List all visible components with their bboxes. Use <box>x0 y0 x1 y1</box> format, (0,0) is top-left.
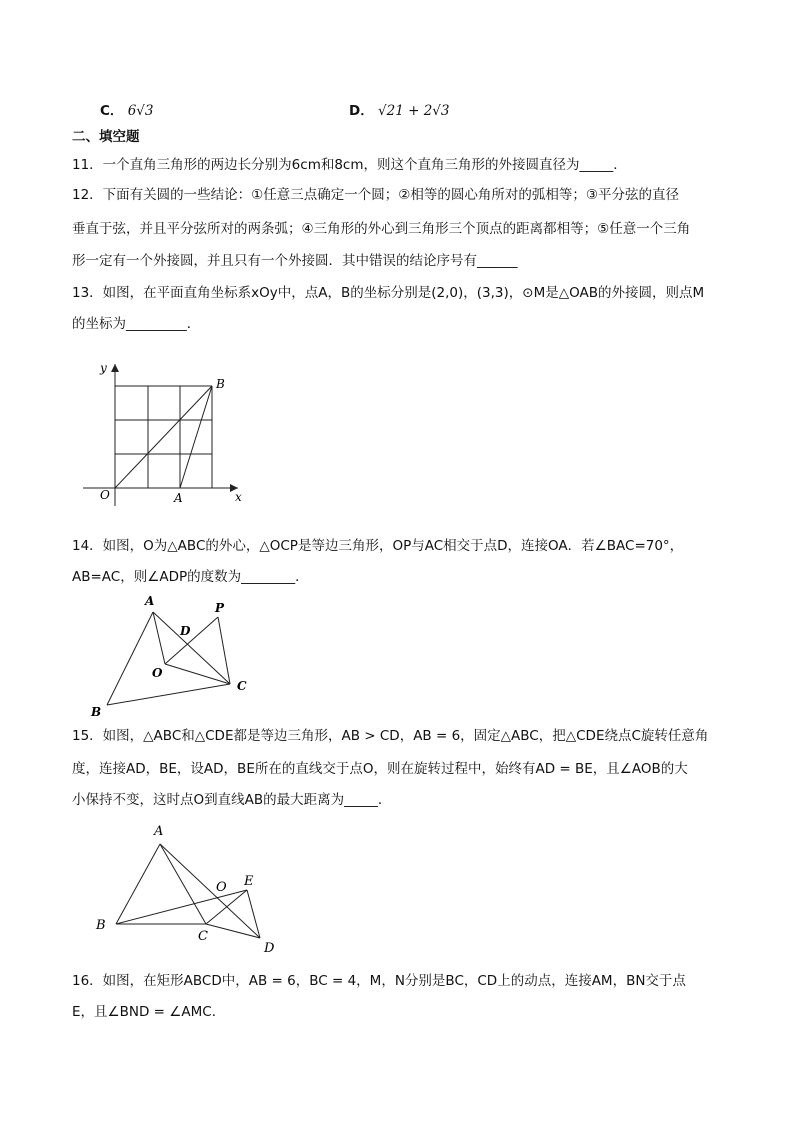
question-15-line-1: 15．如图，△ABC和△CDE都是等边三角形，AB > CD，AB = 6，固定△ABC，把△CDE绕点C旋转任意角 <box>72 728 709 744</box>
section-title: 二、填空题 <box>72 129 140 145</box>
label-y: y <box>100 361 107 375</box>
option-d-label: D． <box>349 103 374 119</box>
question-14-line-2: AB=AC，则∠ADP的度数为________． <box>72 569 309 585</box>
segment-ab <box>107 612 153 705</box>
segment-op <box>165 617 218 664</box>
label-o: O <box>100 488 110 502</box>
question-11: 11．一个直角三角形的两边长分别为6cm和8cm，则这个直角三角形的外接圆直径为_____． <box>72 157 627 173</box>
question-15-line-2: 度，连接AD，BE，设AD，BE所在的直线交于点O，则在旋转过程中，始终有AD = BE，且∠AOB的大 <box>72 761 688 777</box>
label-d: D <box>180 624 191 638</box>
label-c: C <box>198 929 208 944</box>
segment-ac <box>160 844 206 924</box>
segment-ab <box>116 844 160 924</box>
segment-ac <box>153 612 230 684</box>
question-16-line-1: 16．如图，在矩形ABCD中，AB = 6，BC = 4，M，N分别是BC，CD上的动点，连接AM，BN交于点 <box>72 973 686 989</box>
question-13-line-1: 13．如图，在平面直角坐标系xOy中，点A，B的坐标分别是(2,0)，(3,3)，⊙M是△OAB的外接圆，则点M <box>72 285 705 301</box>
question-15-line-3: 小保持不变，这时点O到直线AB的最大距离为_____． <box>72 792 392 808</box>
segment-bc <box>107 684 230 705</box>
label-b: B <box>91 705 102 719</box>
option-c-value: 6√3 <box>127 103 154 119</box>
label-a: A <box>145 594 155 608</box>
label-d: D <box>264 941 275 956</box>
question-14-line-1: 14．如图，O为△ABC的外心，△OCP是等边三角形，OP与AC相交于点D，连接OA．若∠BAC=70°， <box>72 538 684 554</box>
segment-ab <box>180 386 212 488</box>
option-c <box>100 102 154 120</box>
label-b: B <box>216 377 225 391</box>
option-d-value: √21 + 2√3 <box>378 103 450 119</box>
q15-triangles-figure <box>90 818 290 958</box>
option-d <box>349 102 449 120</box>
question-12-line-1: 12．下面有关圆的一些结论：①任意三点确定一个圆；②相等的圆心角所对的弧相等；③平分弦的直径 <box>72 187 679 203</box>
label-o: O <box>152 666 163 680</box>
q13-coordinate-figure <box>78 358 258 508</box>
segment-oa <box>153 612 165 664</box>
segment-oc <box>165 664 230 684</box>
segment-ed <box>247 890 260 938</box>
y-axis-arrow-icon <box>111 364 119 372</box>
label-a: A <box>174 491 183 505</box>
question-13-line-2: 的坐标为_________． <box>72 316 201 332</box>
label-b: B <box>96 918 106 933</box>
question-16-line-2: E，且∠BND = ∠AMC． <box>72 1004 226 1020</box>
q14-triangle-figure <box>85 590 265 720</box>
label-e: E <box>244 874 254 889</box>
label-p: P <box>215 601 225 615</box>
label-a: A <box>154 824 164 839</box>
question-12-line-2: 垂直于弦，并且平分弦所对的两条弧；④三角形的外心到三角形三个顶点的距离都相等；⑤任意一个三角 <box>72 221 691 237</box>
label-c: C <box>237 679 247 693</box>
segment-ob <box>115 386 212 488</box>
question-12-line-3: 形一定有一个外接圆，并且只有一个外接圆．其中错误的结论序号有______ <box>72 253 518 269</box>
label-x: x <box>235 490 242 504</box>
label-o: O <box>216 880 227 895</box>
option-c-label: C． <box>100 103 124 119</box>
